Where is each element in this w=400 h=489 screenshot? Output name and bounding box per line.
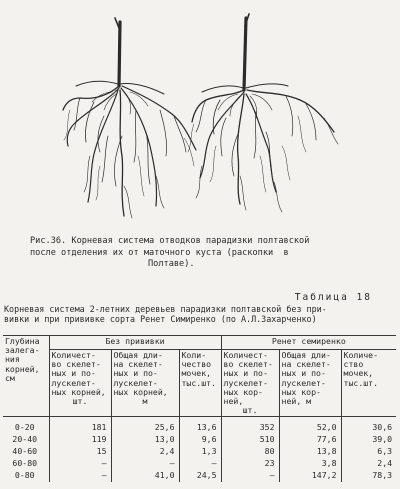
- table-title-line-2: вивки и при прививке сорта Ренет Симиренко (по А.Л.Захарченко): [4, 314, 317, 324]
- table-row: [3, 458, 396, 470]
- cell-skeletal-length: 41,0: [111, 470, 179, 482]
- table-subheader-row: [3, 350, 396, 417]
- table-title-line-1: Корневая система 2-летних деревьев парадизки полтавской без при-: [4, 304, 327, 314]
- cell-fibrous-count-2: 6,3: [341, 446, 396, 458]
- cell-fibrous-count: 13,6: [179, 417, 221, 435]
- group-header-renet: Ренет семиренко: [221, 336, 396, 350]
- root-plant-left: [63, 18, 196, 218]
- table-group-header-row: [3, 336, 396, 350]
- cell-skeletal-count: 181: [49, 417, 111, 435]
- table-number: Таблица 18: [294, 292, 372, 303]
- cell-skeletal-count-2: 352: [221, 417, 279, 435]
- cell-skeletal-length-2: 13,8: [279, 446, 341, 458]
- caption-line-3: Полтаве).: [148, 259, 195, 269]
- col-fibrous-count-header: Коли- чество мочек, тыс.шт.: [179, 350, 221, 417]
- table-title: [4, 304, 396, 324]
- table-row: [3, 434, 396, 446]
- col-fibrous-count-2-header: Количе- ство мочек, тыс.шт.: [341, 350, 396, 417]
- cell-fibrous-count-2: 78,3: [341, 470, 396, 482]
- cell-skeletal-length-2: 3,8: [279, 458, 341, 470]
- col-depth-header: Глубина залега- ния корней, см: [3, 336, 49, 417]
- col-skeletal-count-2-header: Количест- во скелет- ных и по- лускелет- ных кор- ней, шт.: [221, 350, 279, 417]
- root-plant-right: [188, 14, 338, 212]
- root-system-table: [3, 335, 396, 482]
- cell-skeletal-length-2: 77,6: [279, 434, 341, 446]
- cell-fibrous-count: 1,3: [179, 446, 221, 458]
- root-system-figure: [60, 6, 350, 234]
- col-skeletal-length-2-header: Общая дли- на скелет- ных и по- лускелет- ных кор- ней, м: [279, 350, 341, 417]
- cell-skeletal-count: –: [49, 458, 111, 470]
- cell-fibrous-count-2: 30,6: [341, 417, 396, 435]
- cell-skeletal-count: 15: [49, 446, 111, 458]
- cell-skeletal-count: 119: [49, 434, 111, 446]
- table-row: [3, 417, 396, 435]
- table-row-total: [3, 470, 396, 482]
- root-drawings: [60, 6, 350, 234]
- col-skeletal-count-header: Количест- во скелет- ных и по- лускелет- ных корней, шт.: [49, 350, 111, 417]
- cell-skeletal-length-2: 52,0: [279, 417, 341, 435]
- cell-skeletal-count: –: [49, 470, 111, 482]
- cell-skeletal-length: 25,6: [111, 417, 179, 435]
- cell-skeletal-count-2: 510: [221, 434, 279, 446]
- cell-skeletal-length: 13,0: [111, 434, 179, 446]
- col-skeletal-length-header: Общая дли- на скелет- ных и по- лускелет- ных корней, м: [111, 350, 179, 417]
- caption-line-2: после отделения их от маточного куста (раскопки в: [30, 247, 289, 258]
- cell-fibrous-count: 9,6: [179, 434, 221, 446]
- cell-depth: 0-20: [3, 417, 49, 435]
- table-row: [3, 446, 396, 458]
- cell-skeletal-count-2: –: [221, 470, 279, 482]
- cell-skeletal-length: –: [111, 458, 179, 470]
- cell-depth: 60-80: [3, 458, 49, 470]
- cell-fibrous-count: –: [179, 458, 221, 470]
- cell-fibrous-count: 24,5: [179, 470, 221, 482]
- cell-depth: 20-40: [3, 434, 49, 446]
- group-header-no-graft: Без прививки: [49, 336, 221, 350]
- cell-skeletal-count-2: 23: [221, 458, 279, 470]
- caption-line-1: Рис.36. Корневая система отводков парадизки полтавской: [30, 236, 310, 246]
- cell-depth: 0-80: [3, 470, 49, 482]
- figure-caption: [30, 236, 370, 271]
- cell-depth: 40-60: [3, 446, 49, 458]
- cell-fibrous-count-2: 39,0: [341, 434, 396, 446]
- cell-fibrous-count-2: 2,4: [341, 458, 396, 470]
- cell-skeletal-length: 2,4: [111, 446, 179, 458]
- cell-skeletal-length-2: 147,2: [279, 470, 341, 482]
- cell-skeletal-count-2: 80: [221, 446, 279, 458]
